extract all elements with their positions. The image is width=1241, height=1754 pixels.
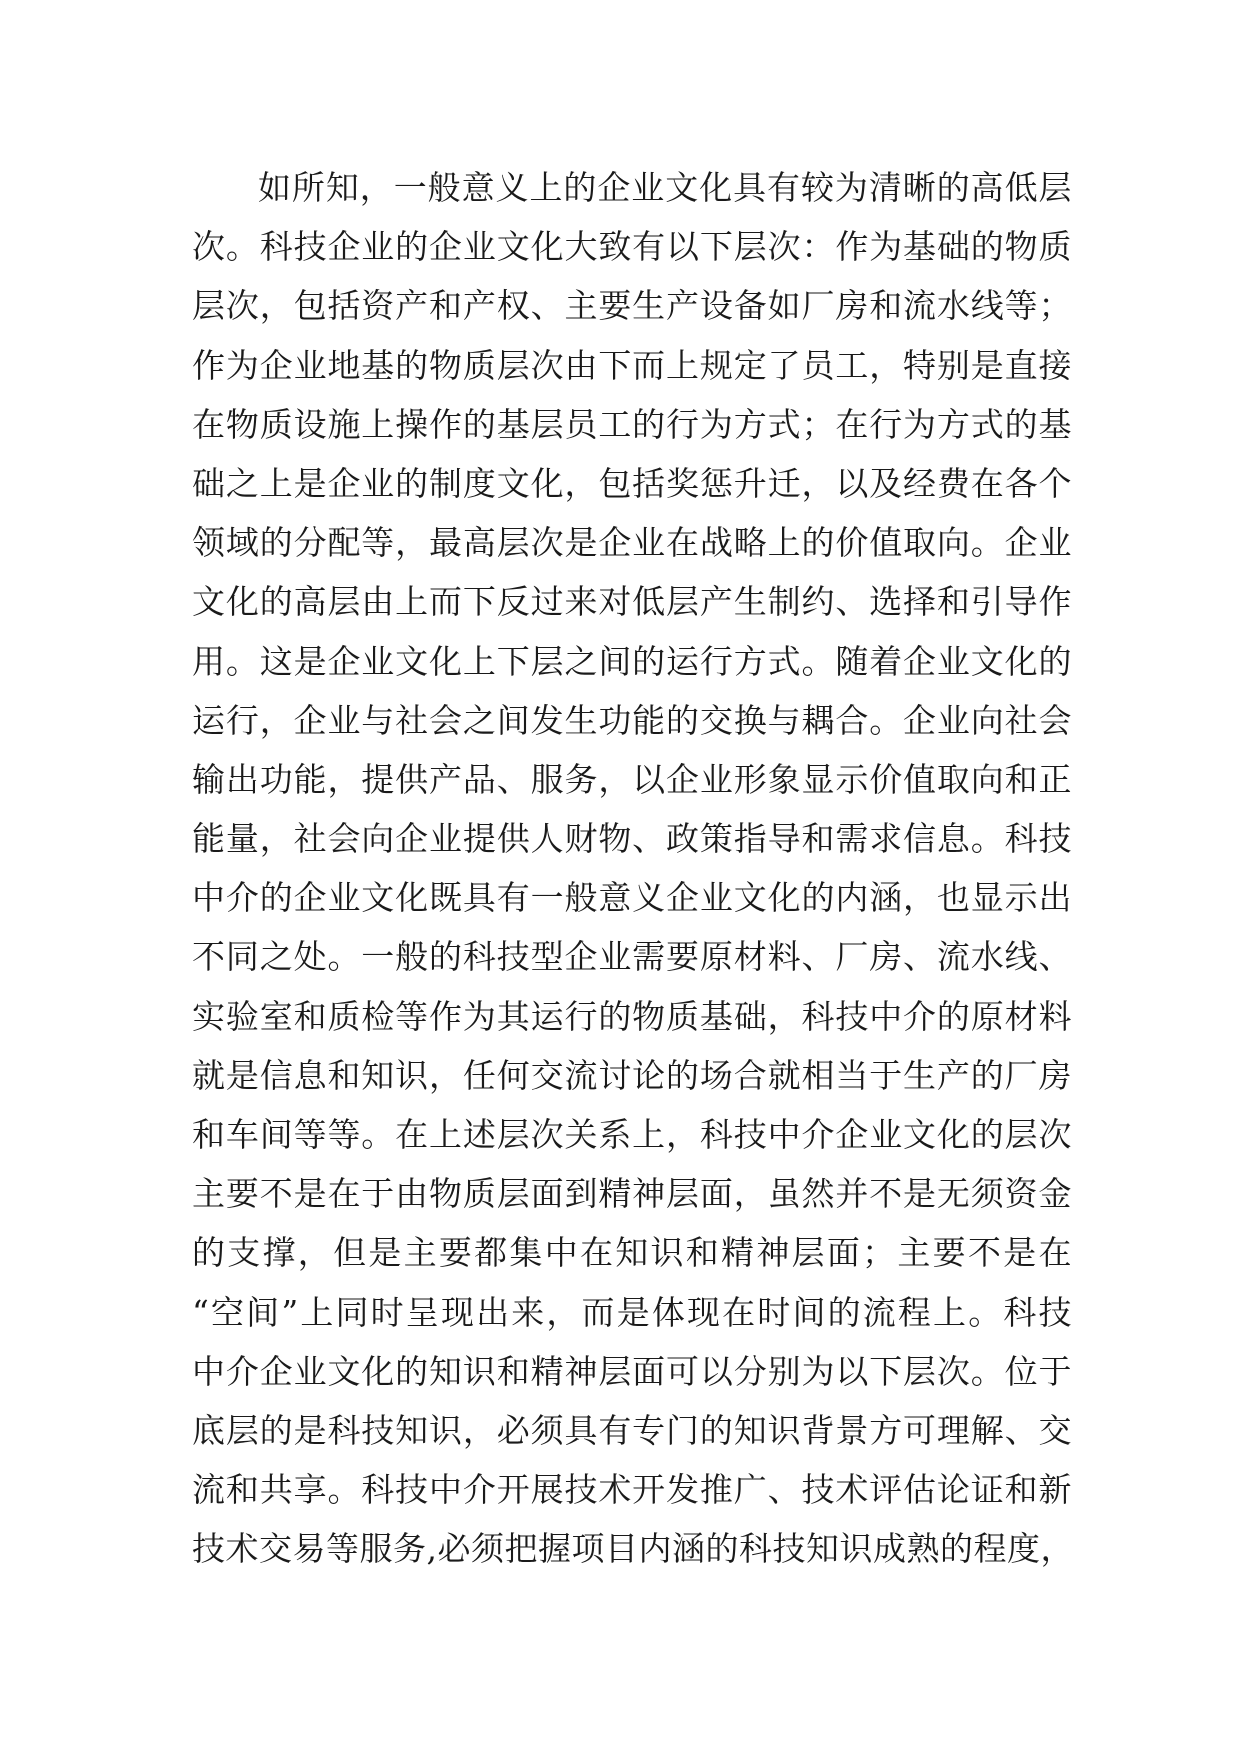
text-line: 就是信息和知识，任何交流讨论的场合就相当于生产的厂房 (192, 1055, 1072, 1095)
text-line: 用。这是企业文化上下层之间的运行方式。随着企业文化的 (192, 641, 1072, 681)
text-line: 能量，社会向企业提供人财物、政策指导和需求信息。科技 (192, 819, 1072, 859)
text-line: 的支撑，但是主要都集中在知识和精神层面；主要不是在 (192, 1233, 1072, 1273)
text-line: 运行，企业与社会之间发生功能的交换与耦合。企业向社会 (192, 700, 1072, 740)
text-line: 流和共享。科技中介开展技术开发推广、技术评估论证和新 (192, 1470, 1072, 1510)
text-line: 实验室和质检等作为其运行的物质基础，科技中介的原材料 (192, 996, 1072, 1036)
text-line: 底层的是科技知识，必须具有专门的知识背景方可理解、交 (192, 1410, 1072, 1450)
text-line: 在物质设施上操作的基层员工的行为方式；在行为方式的基 (192, 404, 1072, 444)
body-paragraph (192, 158, 1072, 1579)
text-line: 层次，包括资产和产权、主要生产设备如厂房和流水线等； (192, 286, 1072, 326)
text-line: 作为企业地基的物质层次由下而上规定了员工，特别是直接 (192, 345, 1072, 385)
text-line: 输出功能，提供产品、服务，以企业形象显示价值取向和正 (192, 759, 1072, 799)
text-line: 如所知，一般意义上的企业文化具有较为清晰的高低层 (258, 168, 1072, 207)
text-line: 技术交易等服务,必须把握项目内涵的科技知识成熟的程度， (192, 1529, 1074, 1569)
text-line: 领域的分配等，最高层次是企业在战略上的价值取向。企业 (192, 523, 1072, 563)
text-line: “空间”上同时呈现出来，而是体现在时间的流程上。科技 (192, 1292, 1072, 1332)
text-line: 文化的高层由上而下反过来对低层产生制约、选择和引导作 (192, 582, 1072, 622)
text-line: 和车间等等。在上述层次关系上，科技中介企业文化的层次 (192, 1115, 1072, 1154)
text-line: 础之上是企业的制度文化，包括奖惩升迁，以及经费在各个 (192, 463, 1072, 503)
text-line: 中介企业文化的知识和精神层面可以分别为以下层次。位于 (192, 1351, 1072, 1391)
text-line: 次。科技企业的企业文化大致有以下层次：作为基础的物质 (192, 227, 1072, 267)
text-line: 不同之处。一般的科技型企业需要原材料、厂房、流水线、 (192, 937, 1072, 977)
text-line: 主要不是在于由物质层面到精神层面，虽然并不是无须资金 (192, 1174, 1072, 1214)
text-line: 中介的企业文化既具有一般意义企业文化的内涵，也显示出 (192, 878, 1072, 918)
